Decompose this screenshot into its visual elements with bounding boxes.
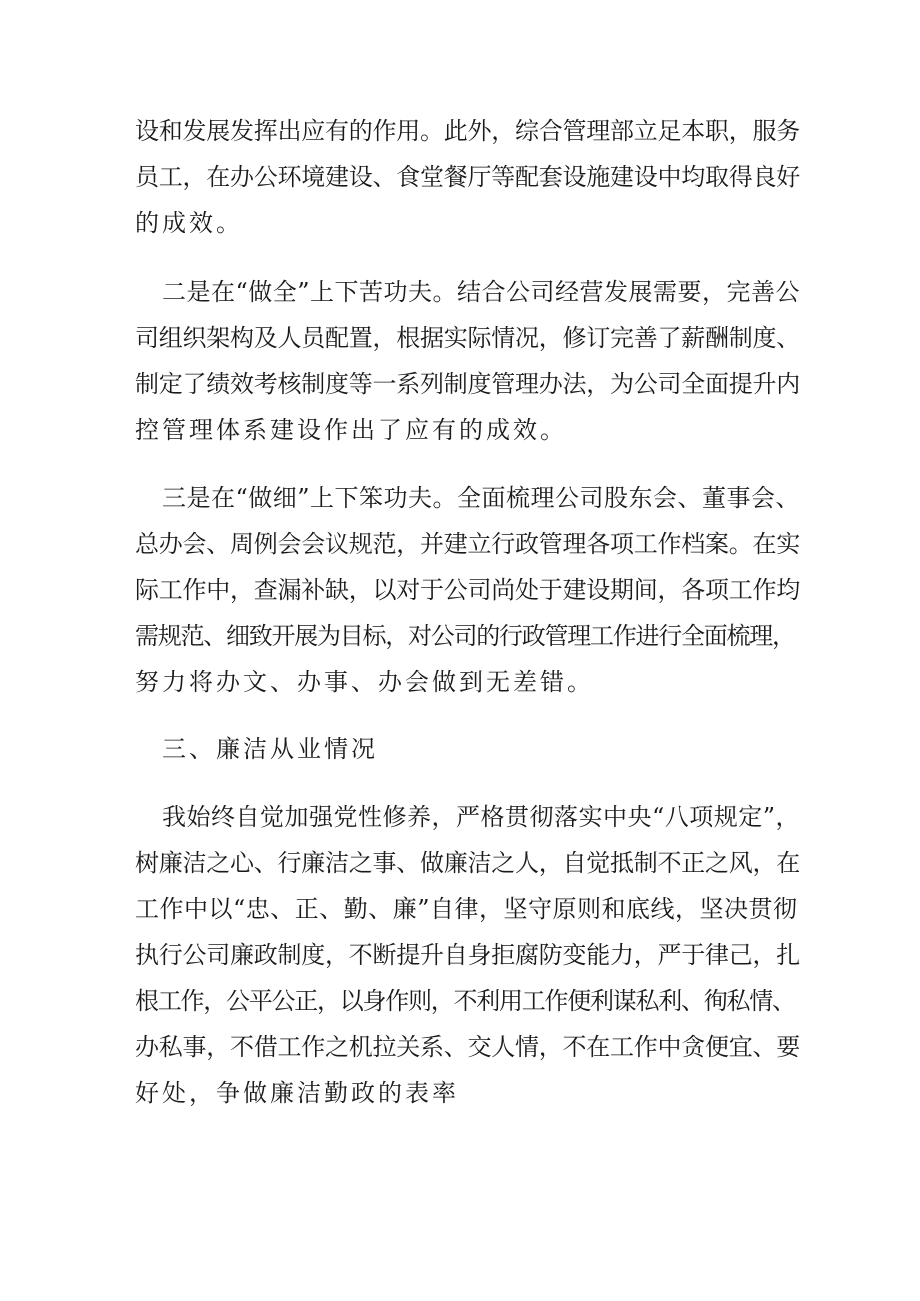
text-line: 努力将办文、办事、办会做到无差错。	[135, 668, 594, 696]
text-line: 控管理体系建设作出了应有的成效。	[135, 416, 567, 444]
text-line: 设和发展发挥出应有的作用。此外，综合管理部立足本职，服务	[135, 117, 800, 145]
text-line: 的成效。	[135, 209, 243, 237]
text-line: 我始终自觉加强党性修养，严格贯彻落实中央“八项规定”，	[162, 803, 801, 831]
text-line: 三是在“做细”上下笨功夫。全面梳理公司股东会、董事会、	[162, 484, 801, 512]
heading-text: 三、廉洁从业情况	[162, 735, 378, 763]
text-line: 需规范、细致开展为目标，对公司的行政管理工作进行全面梳理，	[135, 622, 795, 650]
text-line: 员工，在办公环境建设、食堂餐厅等配套设施建设中均取得良好	[135, 163, 800, 191]
text-line: 树廉洁之心、行廉洁之事、做廉洁之人，自觉抵制不正之风，在	[135, 849, 800, 877]
text-line: 总办会、周例会会议规范，并建立行政管理各项工作档案。在实	[135, 530, 800, 558]
text-line: 际工作中，查漏补缺，以对于公司尚处于建设期间，各项工作均	[135, 576, 800, 604]
text-line: 二是在“做全”上下苦功夫。结合公司经营发展需要，完善公	[162, 278, 801, 306]
text-line: 根工作，公平公正，以身作则，不利用工作便利谋私利、徇私情、	[135, 987, 795, 1015]
text-line: 制定了绩效考核制度等一系列制度管理办法，为公司全面提升内	[135, 370, 800, 398]
text-line: 司组织架构及人员配置，根据实际情况，修订完善了薪酬制度、	[135, 324, 800, 352]
text-line: 执行公司廉政制度，不断提升自身拒腐防变能力，严于律己，扎	[135, 941, 800, 969]
text-line: 好处，争做廉洁勤政的表率	[135, 1079, 459, 1107]
text-line: 办私事，不借工作之机拉关系、交人情，不在工作中贪便宜、要	[135, 1033, 800, 1061]
text-line: 工作中以“忠、正、勤、廉”自律，坚守原则和底线，坚决贯彻	[135, 895, 798, 923]
